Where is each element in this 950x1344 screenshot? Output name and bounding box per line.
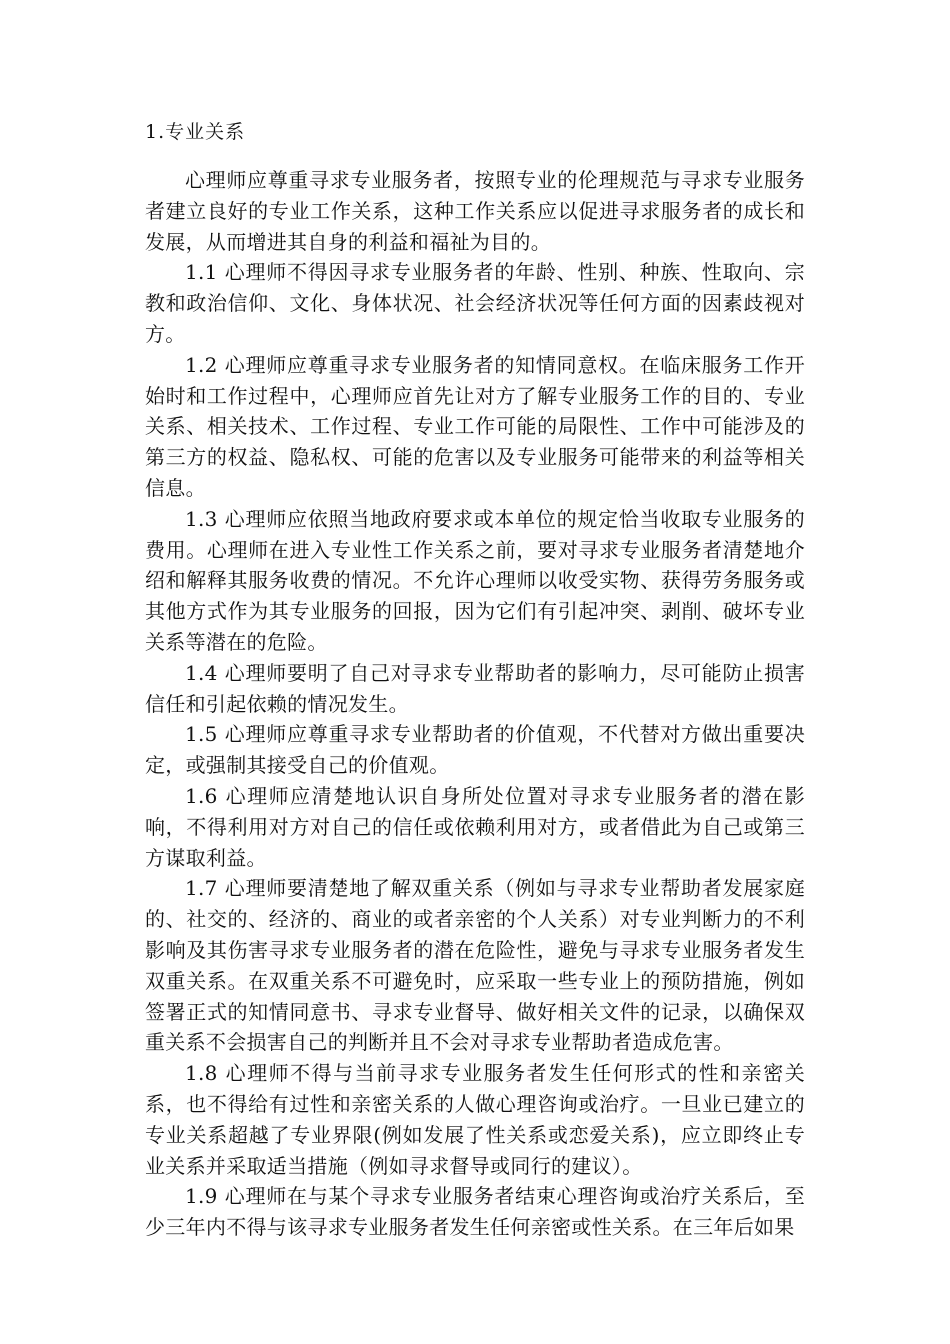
clause-1-7: 1.7 心理师要清楚地了解双重关系（例如与寻求专业帮助者发展家庭的、社交的、经济的、商业的或者亲密的个人关系）对专业判断力的不利影响及其伤害寻求专业服务者的潜在危险性，避免与寻求专业服务者发生双重关系。在双重关系不可避免时，应采取一些专业上的预防措施，例如签署正式的知情同意书、寻求专业督导、做好相关文件的记录，以确保双重关系不会损害自己的判断并且不会对寻求专业帮助者造成危害。	[145, 876, 805, 1055]
clause-1-8: 1.8 心理师不得与当前寻求专业服务者发生任何形式的性和亲密关系，也不得给有过性和亲密关系的人做心理咨询或治疗。一旦业已建立的专业关系超越了专业界限(例如发展了性关系或恋爱关系)，应立即终止专业关系并采取适当措施（例如寻求督导或同行的建议）。	[145, 1061, 805, 1178]
clause-1-3: 1.3 心理师应依照当地政府要求或本单位的规定恰当收取专业服务的费用。心理师在进入专业性工作关系之前，要对寻求专业服务者清楚地介绍和解释其服务收费的情况。不允许心理师以收受实物、获得劳务服务或其他方式作为其专业服务的回报，因为它们有引起冲突、剥削、破坏专业关系等潜在的危险。	[145, 506, 805, 654]
section-body	[145, 165, 805, 1243]
clause-1-9: 1.9 心理师在与某个寻求专业服务者结束心理咨询或治疗关系后，至少三年内不得与该寻求专业服务者发生任何亲密或性关系。在三年后如果	[145, 1184, 805, 1240]
clause-1-1: 1.1 心理师不得因寻求专业服务者的年龄、性别、种族、性取向、宗教和政治信仰、文化、身体状况、社会经济状况等任何方面的因素歧视对方。	[145, 260, 805, 346]
intro-paragraph: 心理师应尊重寻求专业服务者，按照专业的伦理规范与寻求专业服务者建立良好的专业工作关系，这种工作关系应以促进寻求服务者的成长和发展，从而增进其自身的利益和福祉为目的。	[145, 168, 805, 254]
clause-1-5: 1.5 心理师应尊重寻求专业帮助者的价值观，不代替对方做出重要决定，或强制其接受自己的价值观。	[145, 722, 805, 778]
clause-1-2: 1.2 心理师应尊重寻求专业服务者的知情同意权。在临床服务工作开始时和工作过程中，心理师应首先让对方了解专业服务工作的目的、专业关系、相关技术、工作过程、专业工作可能的局限性、工作中可能涉及的第三方的权益、隐私权、可能的危害以及专业服务可能带来的利益等相关信息。	[145, 352, 805, 500]
clause-1-6: 1.6 心理师应清楚地认识自身所处位置对寻求专业服务者的潜在影响，不得利用对方对自己的信任或依赖利用对方，或者借此为自己或第三方谋取利益。	[145, 783, 805, 870]
clause-1-4: 1.4 心理师要明了自己对寻求专业帮助者的影响力，尽可能防止损害信任和引起依赖的情况发生。	[145, 660, 805, 716]
section-heading: 1.专业关系	[145, 121, 246, 143]
